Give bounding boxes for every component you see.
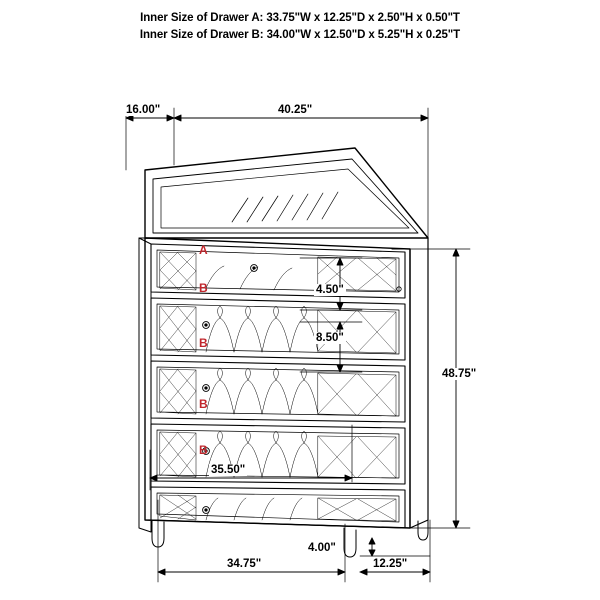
drawer-label-b3: B (199, 397, 208, 411)
dim-leg-height: 4.00" (308, 542, 336, 554)
dim-total-height: 48.75" (442, 368, 477, 380)
dim-drawer-a-height: 4.50" (316, 284, 344, 296)
drawer-b-inner-size: Inner Size of Drawer B: 34.00"W x 12.50"D x 5.25"H x 0.25"T (139, 29, 461, 41)
dim-base-depth: 12.25" (373, 558, 408, 570)
dim-drawer-front-width: 35.50" (211, 464, 246, 476)
drawer-label-b2: B (199, 336, 208, 350)
drawer-label-b1: B (199, 281, 208, 295)
dim-top-width: 40.25" (278, 104, 313, 116)
dim-top-depth: 16.00" (126, 104, 161, 116)
drawer-a-inner-size: Inner Size of Drawer A: 33.75"W x 12.25"D x 2.50"H x 0.50"T (140, 12, 460, 24)
dim-base-width: 34.75" (227, 558, 262, 570)
drawer-label-b4: B (199, 443, 208, 457)
drawer-label-a1: A (199, 243, 208, 257)
dim-drawer-b-height: 8.50" (316, 332, 344, 344)
